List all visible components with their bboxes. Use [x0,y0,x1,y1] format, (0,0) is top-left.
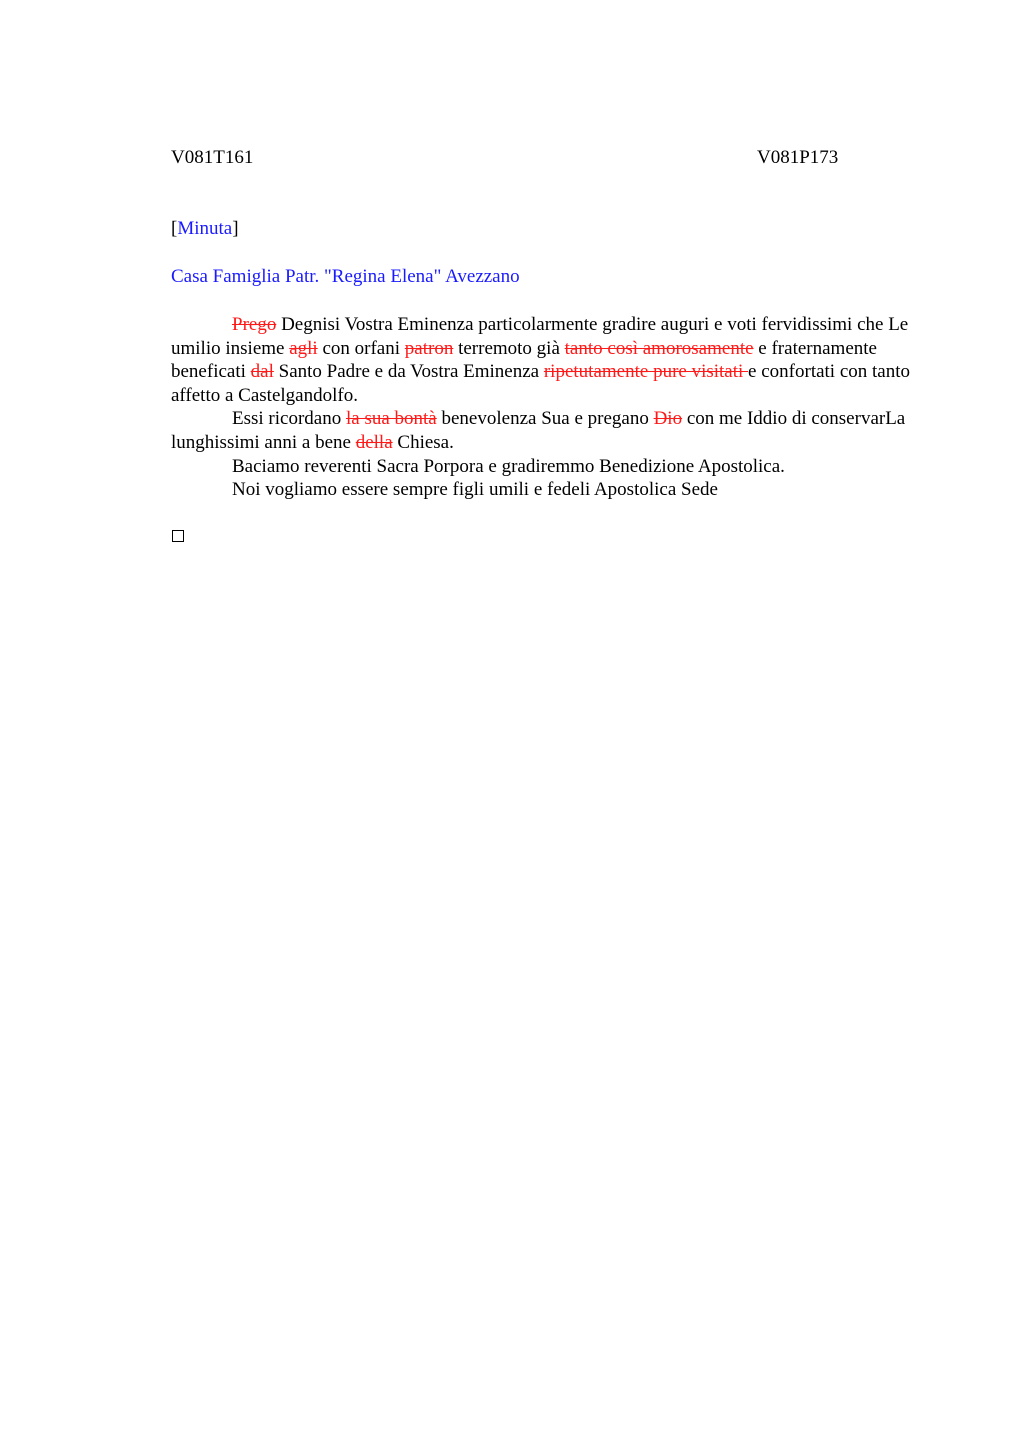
bracket-open: [ [171,218,178,239]
deleted-text: Dio [653,408,683,430]
body-text: terremoto già [453,337,565,359]
body-text: Essi ricordano [232,408,346,430]
document-id-left: V081T161 [171,147,254,168]
deleted-text: agli [289,337,318,359]
deleted-text: la sua bontà [345,408,437,430]
body-text: con me Iddio di conservarLa lunghissimi anni a bene [171,408,906,453]
deleted-text: Prego [232,314,277,335]
paragraph-3 [171,455,916,479]
deleted-text: della [355,431,393,453]
body-text: e fraternamente beneficati [171,337,877,383]
empty-square-icon [172,530,184,542]
body-text: benevolenza Sua e pregano [436,408,654,430]
document-type [171,218,239,240]
document-type-label: Minuta [177,218,233,239]
body-text: Santo Padre e da Vostra Eminenza [273,361,544,383]
document-id-right: V081P173 [757,147,839,168]
deleted-text: dal [250,361,274,383]
addressee-line: Casa Famiglia Patr. "Regina Elena" Avezzano [171,266,520,287]
body-text: Noi vogliamo essere sempre figli umili e fedeli Apostolica Sede [232,479,718,501]
body-text: Baciamo reverenti Sacra Porpora e gradiremmo Benedizione Apostolica. [232,455,785,477]
deleted-text: tanto così amorosamente [564,337,754,359]
deleted-text: patron [404,337,454,359]
body-text: e confortati con tanto affetto a Castelgandolfo. [171,361,911,406]
body-text: Chiesa. [392,431,454,453]
paragraph-2 [171,407,916,454]
body-text: Degnisi Vostra Eminenza particolarmente gradire auguri e voti fervidissimi che Le umilio insieme [171,314,909,359]
paragraph-4 [171,478,916,502]
deleted-text: ripetutamente pure visitati [543,361,749,383]
letter-body [171,313,916,502]
paragraph-1 [171,313,916,407]
body-text: con orfani [317,337,405,359]
bracket-close: ] [232,218,239,239]
